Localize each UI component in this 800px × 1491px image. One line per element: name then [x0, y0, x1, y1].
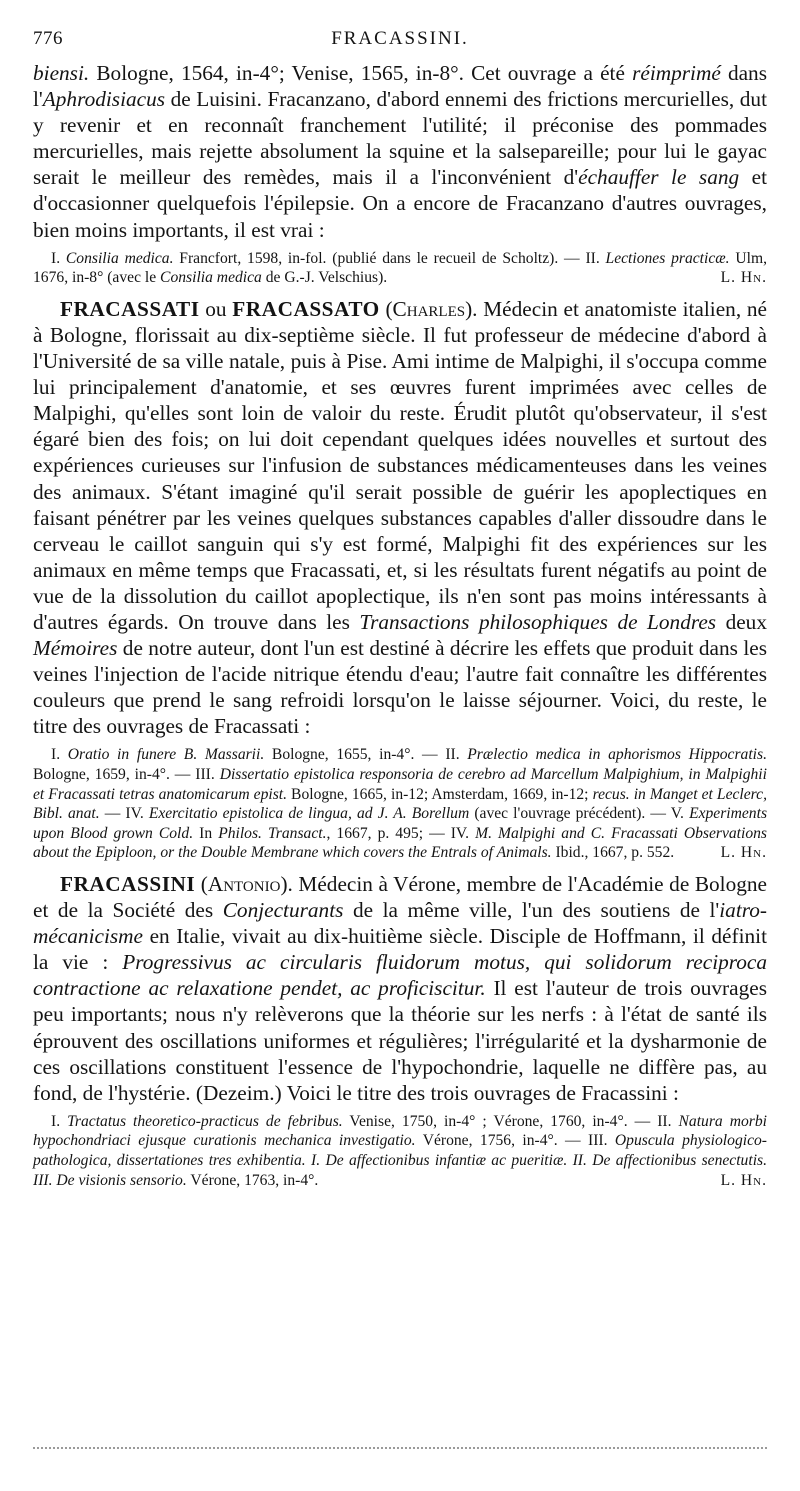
page-header — [33, 28, 767, 60]
entry-fracassini — [33, 871, 767, 1106]
entry-given-name: Antonio — [207, 872, 281, 896]
bibliography-fracassini — [33, 1112, 767, 1190]
text: I. — [51, 249, 66, 267]
text-italic: biensi. — [33, 61, 90, 85]
work-title: Experiments upon Blood grown Cold. — [33, 805, 768, 842]
text: et d'occasionner quelquefois l'épilepsie. On a encore de Fracanzano d'autres ouvrages, bien moins importants, il est vrai : — [33, 165, 767, 242]
text: Bologne, 1655, in-4°. — II. — [264, 746, 468, 764]
text: deux — [716, 609, 767, 634]
text: de notre auteur, dont l'un est destiné à décrire les effets que produit dans les veines l'injection de l'acide nitrique étendu d'eau; l'autre fait connaître les différentes couleurs que prend le sang refroidi lorsqu'on le laisse séjourner. Voici, du reste, le titre des ouvrages de Fracassati : — [33, 636, 767, 739]
text: I. — [51, 746, 68, 764]
text: de Luisini. Fracanzano, d'abord ennemi des frictions mercurielles, dut y revenir et en reconnaît franchement l'utilité; il préconise des pommades mercurielles, mais rejette absolument la squine et la salsepareille; pour lui le gayac serait le meilleur des remèdes, mais il a l'inconvénient d' — [33, 87, 767, 190]
author-signature: L. Hn. — [720, 844, 767, 862]
text: In — [193, 824, 219, 842]
text-italic: Progressivus ac circularis fluidorum motus, qui solidorum reciproca contractione ac relaxatione pendet, ac proficiscitur. — [33, 950, 768, 1001]
text: de G.-J. Velschius). — [261, 269, 388, 287]
footer-dotted-rule — [33, 1447, 767, 1449]
text: de la même ville, l'un des soutiens de l' — [343, 898, 720, 923]
work-title: Prælectio medica in aphorismos Hippocratis. — [467, 746, 767, 764]
work-title: Exercitatio epistolica de lingua, ad J. A. Borellum — [148, 805, 470, 823]
text: Francfort, 1598, in-fol. (publié dans le recueil de Scholtz). — II. — [173, 249, 606, 267]
work-title: recus. in Manget et Leclerc, Bibl. anat. — [33, 785, 767, 823]
entry-given-name: Charles — [392, 296, 466, 321]
text: Venise, 1750, in-4° ; Vérone, 1760, in-4°. — II. — [342, 1112, 679, 1130]
author-signature: L. Hn. — [720, 1171, 767, 1189]
text-italic: iatro-mécanicisme — [33, 898, 767, 949]
continuation-paragraph — [33, 60, 767, 243]
work-title: Consilia medica. — [65, 249, 174, 267]
text: Ibid., 1667, p. 552. — [551, 844, 675, 862]
page-number: 776 — [33, 28, 63, 49]
text: Vérone, 1756, in-4°. — III. — [415, 1132, 615, 1150]
text: Bologne, 1564, in-4°; Venise, 1565, in-8°. Cet ouvrage a été — [89, 61, 633, 85]
text-italic: réimprimé — [632, 61, 721, 85]
work-title: M. Malpighi and C. Fracassati Observations about the Epiploon, or the Double Membrane which covers the Entrals of Animals. — [33, 824, 767, 862]
entry-headword-variant: FRACASSATO — [232, 296, 380, 321]
text: I. — [51, 1112, 68, 1130]
text: (avec l'ouvrage précédent). — V. — [469, 805, 690, 823]
text: Médecin et anatomiste italien, né à Bologne, florissait au dix-septième siècle. Il fut professeur de médecine d'abord à l'Université de sa ville natale, puis à Pise. Ami intime de Malpighi, il s'occupa comme lui principalement d'anatomie, et ses œuvres furent imprimées avec celles de Malpighi, qu'elles sont loin de valoir du reste. Érudit plutôt qu'observateur, il s'est égaré bien des fois; on lui doit cependant quelques idées nouvelles et surtout des expériences curieuses sur l'infusion de substances médicamenteuses dans les veines des animaux. S'étant imaginé qu'il serait possible de guérir les apoplectiques en faisant pénétrer par les veines quelques substances capables d'aller dissoudre dans le cerveau le caillot sanguin qui s'y est formé, Malpighi fit des expériences sur les animaux en même temps que Fracassati, et, si les résultats furent négatifs au point de vue de la dissolution du caillot apoplectique, ils n'en sont pas moins intéressants à d'autres égards. On trouve dans les — [33, 296, 767, 634]
text: ( — [195, 872, 208, 896]
text-italic: Aphrodisiacus — [42, 87, 166, 112]
text-italic: Mémoires — [33, 636, 118, 661]
bibliography-fracassati — [33, 745, 767, 863]
text: ( — [379, 296, 393, 321]
work-title: Consilia medica — [160, 269, 262, 287]
text-italic: échauffer le sang — [578, 165, 740, 190]
text: Bologne, 1659, in-4°. — III. — [33, 766, 220, 784]
work-title: Dissertatio epistolica responsoria de cerebro ad Marcellum Malpighium, in Malpighii et Fracassati tetras anatomicarum epist. — [33, 766, 767, 803]
entry-headword: FRACASSATI — [60, 296, 200, 321]
text: Il est l'auteur de trois ouvrages peu importants; nous n'y relèverons que la théorie sur les nerfs : à l'état de santé ils éprouvent des oscillations uniformes et régulières; l'irrégularité et la dysharmonie de ces oscillations constituent l'essence de l'hypochondrie, laquelle ne diffère pas, au fond, de l'hystérie. (Dezeim.) Voici le titre des trois ouvrages de Fracassini : — [33, 976, 767, 1105]
bibliography-fracanzano — [33, 249, 767, 288]
text: Médecin à Vérone, membre de l'Académie de Bologne et de la Société des — [33, 872, 767, 923]
work-title: Philos. Transact. — [218, 824, 327, 842]
work-title: Tractatus theoretico-practicus de febribus. — [67, 1112, 343, 1130]
text: Ulm, 1676, in-8° (avec le — [33, 249, 767, 287]
text-italic: Transactions philosophiques de Londres — [359, 609, 717, 634]
work-title: Oratio in funere B. Massarii. — [67, 746, 265, 764]
text: ). — [465, 296, 484, 321]
work-title: Lectiones practicæ. — [605, 249, 730, 267]
text: en Italie, vivait au dix-huitième siècle. Disciple de Hoffmann, il définit la vie : — [33, 924, 767, 975]
entry-fracassati — [33, 296, 767, 740]
text: ). — [280, 872, 299, 896]
text: Vérone, 1763, in-4°. — [186, 1171, 319, 1189]
text: dans l' — [33, 61, 767, 112]
text: — IV. — [99, 805, 149, 823]
author-signature: L. Hn. — [720, 269, 767, 287]
text: Bologne, 1665, in-12; Amsterdam, 1669, in-12; — [287, 785, 593, 803]
running-title: FRACASSINI. — [331, 28, 469, 49]
work-title: Natura morbi hypochondriaci ejusque curationis mechanica investigatio. — [33, 1112, 767, 1150]
text: , 1667, p. 495; — IV. — [326, 824, 476, 842]
entry-headword: FRACASSINI — [60, 872, 196, 896]
text-italic: Conjecturants — [222, 898, 344, 923]
work-title: Opuscula physiologico-pathologica, dissertationes tres exhibentia. I. De affectionibus infantiæ ac pueritiæ. II. De affectionibus senectutis. III. De visionis sensorio. — [33, 1132, 767, 1189]
text: ou — [199, 296, 233, 321]
